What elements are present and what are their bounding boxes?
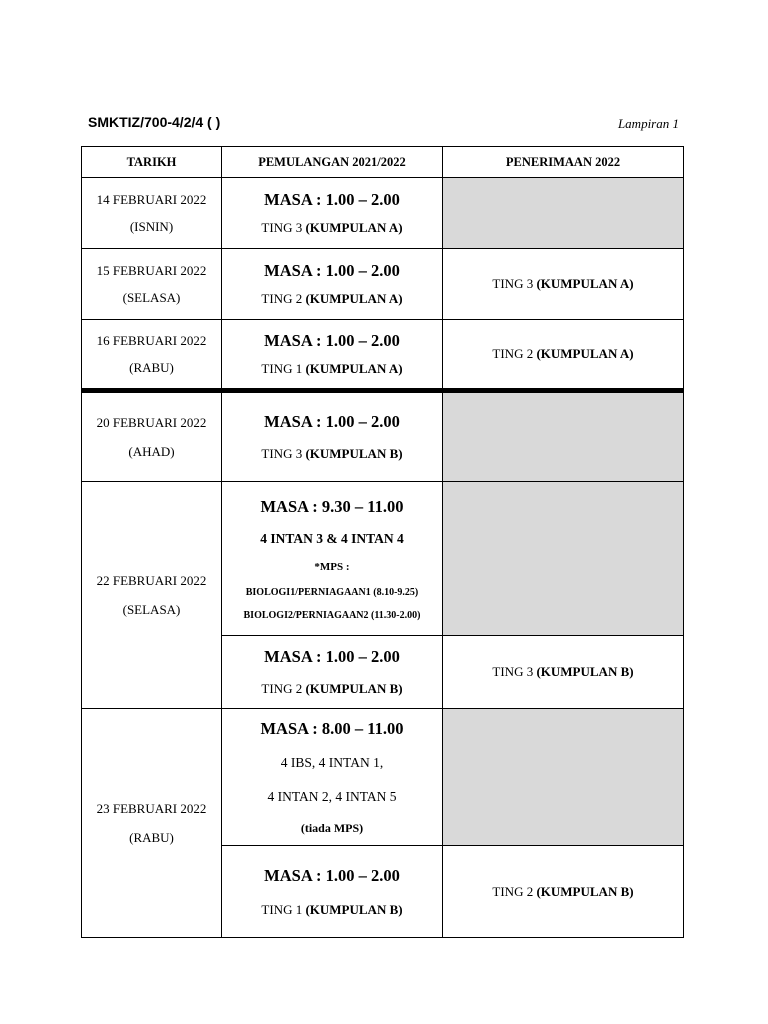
table-row	[82, 249, 684, 320]
header-penerimaan: PENERIMAAN 2022	[443, 147, 684, 178]
terima-group	[443, 664, 683, 680]
penerimaan-cell-empty	[443, 709, 684, 846]
day: (SELASA)	[122, 290, 181, 305]
date: 14 FEBRUARI 2022	[96, 192, 207, 207]
ting-label: TING 3	[261, 446, 306, 461]
lampiran-label: Lampiran 1	[617, 116, 679, 131]
ting-group	[222, 681, 442, 697]
ting-group	[222, 446, 442, 462]
terima-ting-label: TING 2	[492, 883, 537, 899]
masa-time: MASA : 1.00 – 2.00	[264, 190, 400, 209]
kumpulan-label: (KUMPULAN A)	[305, 220, 403, 235]
terima-ting-label: TING 3	[492, 276, 537, 291]
date-cell	[82, 178, 222, 249]
penerimaan-cell	[443, 320, 684, 391]
day: (AHAD)	[128, 444, 175, 459]
table-row	[82, 709, 684, 846]
terima-kumpulan-label: (KUMPULAN B)	[536, 883, 634, 899]
pemulangan-cell	[222, 636, 443, 709]
ting-label: TING 3	[261, 220, 306, 235]
pemulangan-cell	[222, 391, 443, 482]
ting-group	[222, 902, 442, 918]
date-cell	[82, 709, 222, 938]
terima-group	[443, 346, 683, 362]
document-reference: SMKTIZ/700-4/2/4 ( )	[88, 114, 221, 130]
pemulangan-cell	[222, 249, 443, 320]
table-row	[82, 391, 684, 482]
mps-label: *MPS :	[314, 560, 350, 573]
day: (SELASA)	[122, 602, 181, 617]
penerimaan-cell-empty	[443, 178, 684, 249]
ting-group	[222, 361, 442, 377]
penerimaan-cell-empty	[443, 391, 684, 482]
terima-group	[443, 884, 683, 900]
mps-slot-1: BIOLOGI1/PERNIAGAAN1 (8.10-9.25)	[245, 586, 419, 598]
terima-kumpulan-label: (KUMPULAN A)	[536, 346, 634, 361]
ting-label: TING 1	[261, 901, 306, 917]
kelas-list: 4 INTAN 3 & 4 INTAN 4	[260, 530, 404, 546]
masa-time: MASA : 9.30 – 11.00	[260, 496, 404, 516]
date-cell	[82, 482, 222, 709]
table-row	[82, 482, 684, 636]
day: (RABU)	[129, 360, 174, 375]
kumpulan-label: (KUMPULAN B)	[305, 681, 403, 696]
terima-ting-label: TING 3	[492, 664, 537, 679]
pemulangan-cell	[222, 178, 443, 249]
kumpulan-label: (KUMPULAN A)	[305, 361, 403, 376]
masa-time: MASA : 1.00 – 2.00	[264, 261, 400, 280]
kelas-line-1: 4 IBS, 4 INTAN 1,	[280, 754, 384, 770]
kumpulan-label: (KUMPULAN A)	[305, 291, 403, 306]
pemulangan-cell	[222, 482, 443, 636]
table-row	[82, 178, 684, 249]
masa-time: MASA : 8.00 – 11.00	[260, 718, 404, 738]
date: 20 FEBRUARI 2022	[96, 415, 207, 430]
terima-kumpulan-label: (KUMPULAN A)	[536, 276, 634, 291]
mps-note: (tiada MPS)	[300, 820, 364, 835]
day: (RABU)	[129, 830, 174, 845]
ting-group	[222, 220, 442, 236]
mps-slot-2: BIOLOGI2/PERNIAGAAN2 (11.30-2.00)	[243, 609, 421, 621]
date: 15 FEBRUARI 2022	[96, 263, 207, 278]
ting-label: TING 2	[261, 681, 306, 696]
kumpulan-label: (KUMPULAN B)	[305, 901, 403, 917]
date-cell	[82, 391, 222, 482]
penerimaan-cell-empty	[443, 482, 684, 636]
date: 23 FEBRUARI 2022	[96, 801, 207, 816]
date: 16 FEBRUARI 2022	[96, 333, 207, 348]
date: 22 FEBRUARI 2022	[96, 573, 207, 588]
date-cell	[82, 320, 222, 391]
table-header-row	[82, 147, 684, 178]
day: (ISNIN)	[129, 219, 174, 234]
terima-kumpulan-label: (KUMPULAN B)	[536, 664, 634, 679]
ting-label: TING 1	[261, 361, 306, 376]
table-row	[82, 320, 684, 391]
schedule-table	[81, 146, 684, 938]
penerimaan-cell	[443, 249, 684, 320]
header-pemulangan: PEMULANGAN 2021/2022	[222, 147, 443, 178]
masa-time: MASA : 1.00 – 2.00	[264, 865, 400, 885]
terima-group	[443, 276, 683, 292]
header-tarikh: TARIKH	[82, 147, 222, 178]
masa-time: MASA : 1.00 – 2.00	[264, 331, 400, 350]
terima-ting-label: TING 2	[492, 346, 537, 361]
penerimaan-cell	[443, 636, 684, 709]
kumpulan-label: (KUMPULAN B)	[305, 446, 403, 461]
penerimaan-cell	[443, 846, 684, 938]
masa-time: MASA : 1.00 – 2.00	[264, 412, 400, 431]
masa-time: MASA : 1.00 – 2.00	[264, 647, 400, 666]
ting-label: TING 2	[261, 291, 306, 306]
pemulangan-cell	[222, 846, 443, 938]
date-cell	[82, 249, 222, 320]
pemulangan-cell	[222, 709, 443, 846]
kelas-line-2: 4 INTAN 2, 4 INTAN 5	[267, 788, 397, 804]
pemulangan-cell	[222, 320, 443, 391]
ting-group	[222, 291, 442, 307]
